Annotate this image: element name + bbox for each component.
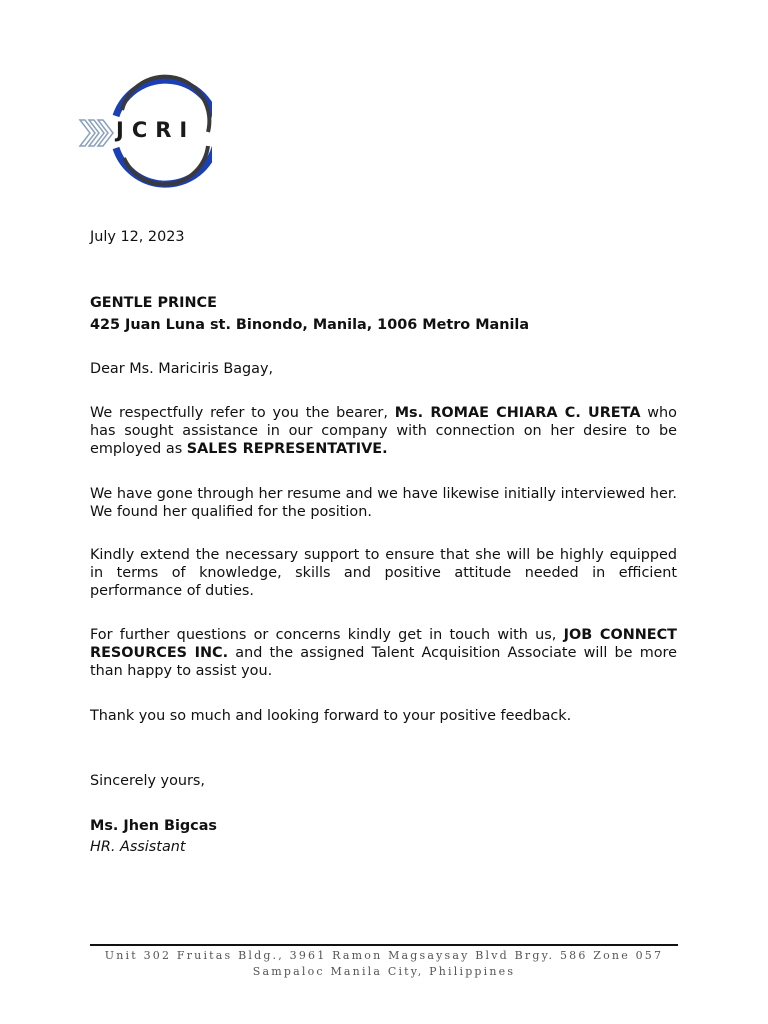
signatory-name: Ms. Jhen Bigcas xyxy=(90,818,217,834)
bearer-name: Ms. ROMAE CHIARA C. URETA xyxy=(394,405,641,421)
contact-text-c: and the assigned Talent Acquisition Associate will be more than happy to assist you. xyxy=(90,645,677,679)
letter-date: July 12, 2023 xyxy=(90,229,185,245)
paragraph-support: Kindly extend the necessary support to ensure that she will be highly equipped in terms of knowledge, skills and positive attitude needed in efficient performance of duties. xyxy=(90,547,677,599)
footer-line-1: Unit 302 Fruitas Bldg., 3961 Ramon Magsaysay Blvd Brgy. 586 Zone 057 xyxy=(104,949,664,962)
paragraph-referral xyxy=(90,404,677,458)
paragraph-qualification: We have gone through her resume and we have likewise initially interviewed her. We found her qualified for the position. xyxy=(90,486,677,520)
logo-text: JCRI xyxy=(116,118,196,142)
chevrons-icon xyxy=(80,120,113,146)
closing: Sincerely yours, xyxy=(90,773,205,789)
company-name: JOB CONNECT RESOURCES INC. xyxy=(90,627,678,661)
footer-address xyxy=(90,948,678,980)
company-logo xyxy=(78,74,212,188)
referral-text-c: who has sought assistance in our company with connection on her desire to be employed as xyxy=(90,405,677,457)
contact-text-a: For further questions or concerns kindly get in touch with us, xyxy=(90,627,564,643)
footer-line-2: Sampaloc Manila City, Philippines xyxy=(252,965,516,978)
paragraph-contact xyxy=(90,626,677,680)
referral-text-a: We respectfully refer to you the bearer, xyxy=(90,405,395,421)
signatory-title: HR. Assistant xyxy=(90,839,186,855)
paragraph-thanks: Thank you so much and looking forward to your positive feedback. xyxy=(90,708,572,724)
position-title: SALES REPRESENTATIVE. xyxy=(186,441,388,457)
recipient-address: 425 Juan Luna st. Binondo, Manila, 1006 Metro Manila xyxy=(90,317,530,333)
footer-divider xyxy=(90,944,678,946)
recipient-name: GENTLE PRINCE xyxy=(90,295,217,311)
salutation: Dear Ms. Mariciris Bagay, xyxy=(90,361,274,377)
